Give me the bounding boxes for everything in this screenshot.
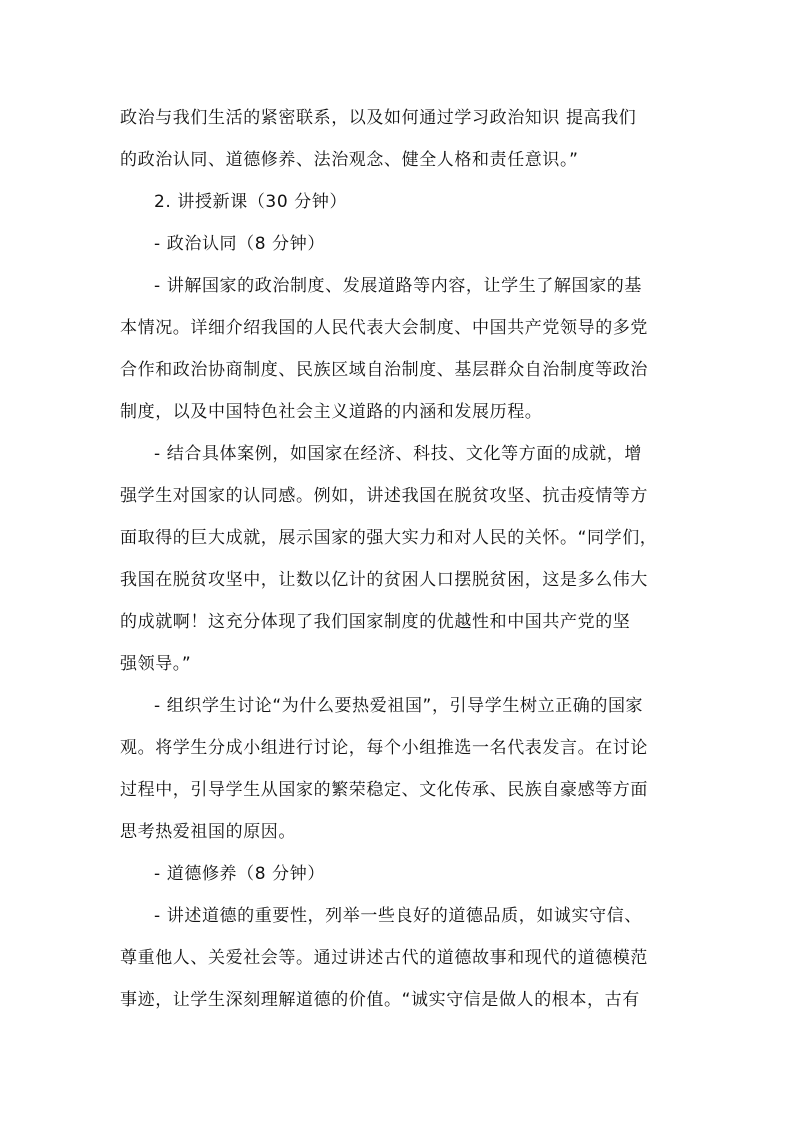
text-line: 观。将学生分成小组进行讨论，每个小组推选一名代表发言。在讨论 [120, 738, 648, 758]
text-line: 制度，以及中国特色社会主义道路的内涵和发展历程。 [120, 402, 543, 422]
text-line: 尊重他人、关爱社会等。通过讲述古代的道德故事和现代的道德模范 [120, 948, 648, 968]
text-line: 的政治认同、道德修养、法治观念、健全人格和责任意识。” [120, 150, 579, 170]
text-line: - 讲解国家的政治制度、发展道路等内容，让学生了解国家的基 [154, 276, 642, 296]
text-line: 过程中，引导学生从国家的繁荣稳定、文化传承、民族自豪感等方面 [120, 780, 648, 800]
text-line: 面取得的巨大成就，展示国家的强大实力和对人民的关怀。“同学们， [120, 528, 658, 548]
text-line: 本情况。详细介绍我国的人民代表大会制度、中国共产党领导的多党 [120, 318, 648, 338]
subsection-heading: - 政治认同（8 分钟） [154, 234, 325, 254]
text-line: 强学生对国家的认同感。例如，讲述我国在脱贫攻坚、抗击疫情等方 [120, 486, 648, 506]
text-line: 事迹，让学生深刻理解道德的价值。“诚实守信是做人的根本，古有 [120, 990, 640, 1010]
section-heading: 2. 讲授新课（30 分钟） [154, 192, 348, 212]
text-line: - 组织学生讨论“为什么要热爱祖国”，引导学生树立正确的国家 [154, 696, 644, 716]
text-line: 思考热爱祖国的原因。 [120, 822, 296, 842]
text-line: - 讲述道德的重要性，列举一些良好的道德品质，如诚实守信、 [154, 906, 642, 926]
text-line: 强领导。” [120, 654, 192, 674]
text-line: 的成就啊！这充分体现了我们国家制度的优越性和中国共产党的坚 [120, 612, 631, 632]
text-line: - 结合具体案例，如国家在经济、科技、文化等方面的成就，增 [154, 444, 642, 464]
subsection-heading: - 道德修养（8 分钟） [154, 864, 325, 884]
text-line: 合作和政治协商制度、民族区域自治制度、基层群众自治制度等政治 [120, 360, 648, 380]
text-line: 我国在脱贫攻坚中，让数以亿计的贫困人口摆脱贫困，这是多么伟大 [120, 570, 648, 590]
text-line: 政治与我们生活的紧密联系，以及如何通过学习政治知识 提高我们 [120, 108, 637, 128]
